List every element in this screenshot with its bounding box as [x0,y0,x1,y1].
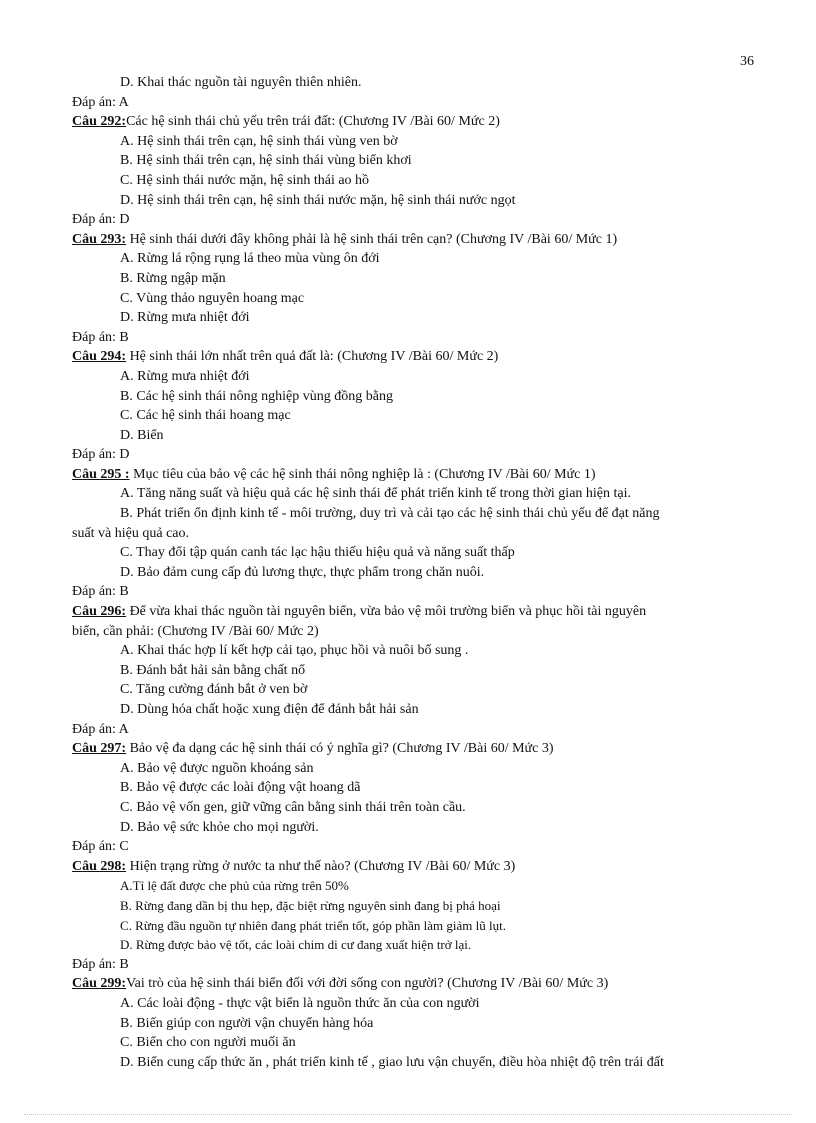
question-heading [72,230,762,250]
question-block [72,739,762,857]
option-item: D. Biển cung cấp thức ăn , phát triển kinh tế , giao lưu vận chuyển, điều hòa nhiệt độ trên trái đất [120,1054,664,1070]
option-item: A.Tỉ lệ đất được che phủ của rừng trên 50% [120,878,349,894]
option-item: B. Rừng ngập mặn [120,270,226,286]
option-item: D. Rừng mưa nhiệt đới [120,310,250,326]
option-item: B. Phát triển ổn định kinh tế - môi trường, duy trì và cải tạo các hệ sinh thái chủ yếu để đạt năng [120,506,660,522]
option-item: A. Tăng năng suất và hiệu quả các hệ sinh thái để phát triển kinh tế trong thời gian hiện tại. [120,486,632,502]
question-text: Hệ sinh thái lớn nhất trên quả đất là: (Chương IV /Bài 60/ Mức 2) [126,349,499,365]
question-block [72,347,762,465]
question-heading [72,112,762,132]
option-item: C. Biển cho con người muối ăn [120,1035,296,1051]
option-item: B. Đánh bắt hải sản bằng chất nổ [120,662,306,678]
option-item: D. Hệ sinh thái trên cạn, hệ sinh thái nước mặn, hệ sinh thái nước ngọt [120,192,516,208]
option-item: C. Thay đổi tập quán canh tác lạc hậu thiếu hiệu quả và năng suất thấp [120,545,515,561]
option-item: C. Rừng đầu nguồn tự nhiên đang phát triển tốt, góp phần làm giảm lũ lụt. [120,917,506,933]
question-label: Câu 297: [72,741,127,757]
question-block [72,602,762,739]
answer-line: Đáp án: D [72,212,130,228]
question-text: Hiện trạng rừng ở nước ta như thế nào? (Chương IV /Bài 60/ Mức 3) [126,858,516,874]
question-heading [72,347,762,367]
option-item: C. Các hệ sinh thái hoang mạc [120,408,291,424]
question-text: Hệ sinh thái dưới đây không phải là hệ sinh thái trên cạn? (Chương IV /Bài 60/ Mức 1) [126,231,618,247]
answer-line: Đáp án: A [72,721,129,737]
question-label: Câu 296: [72,604,127,620]
answer-line: Đáp án: D [72,447,130,463]
option-item: D. Bảo vệ sức khỏe cho mọi người. [120,819,319,835]
question-heading [72,602,762,622]
question-text: Mục tiêu của bảo vệ các hệ sinh thái nông nghiệp là : (Chương IV /Bài 60/ Mức 1) [129,466,596,482]
question-block [72,112,762,230]
document-body [72,73,762,1072]
question-heading [72,974,762,994]
question-text: Bảo vệ đa dạng các hệ sinh thái có ý nghĩa gì? (Chương IV /Bài 60/ Mức 3) [126,741,554,757]
option-item: B. Các hệ sinh thái nông nghiệp vùng đồng bằng [120,388,393,404]
option-item: A. Hệ sinh thái trên cạn, hệ sinh thái vùng ven bờ [120,133,398,149]
question-text-continuation: biển, cần phải: (Chương IV /Bài 60/ Mức 2) [72,623,319,639]
question-label: Câu 299: [72,976,127,992]
question-block [72,465,762,602]
option-item: C. Tăng cường đánh bắt ở ven bờ [120,682,308,698]
question-block [72,974,762,1072]
question-block [72,230,762,348]
option-item: D. Bảo đảm cung cấp đủ lương thực, thực phẩm trong chăn nuôi. [120,564,485,580]
option-item: B. Bảo vệ được các loài động vật hoang dã [120,780,361,796]
question-text: Vai trò của hệ sinh thái biển đối với đời sống con người? (Chương IV /Bài 60/ Mức 3) [126,976,609,992]
option-item: B. Biển giúp con người vận chuyển hàng hóa [120,1015,374,1031]
question-heading [72,465,762,485]
question-label: Câu 294: [72,349,127,365]
lead-option: D. Khai thác nguồn tài nguyên thiên nhiên. [120,75,362,90]
option-item: A. Bảo vệ được nguồn khoáng sản [120,760,314,776]
question-heading [72,857,762,877]
question-heading [72,739,762,759]
question-label: Câu 292: [72,114,127,130]
option-item: A. Các loài động - thực vật biển là nguồn thức ăn của con người [120,995,480,1011]
answer-line: Đáp án: B [72,956,129,972]
page-bottom-divider [24,1114,792,1115]
option-item: C. Hệ sinh thái nước mặn, hệ sinh thái ao hồ [120,172,370,188]
question-text: Các hệ sinh thái chủ yếu trên trái đất: (Chương IV /Bài 60/ Mức 2) [126,114,500,130]
option-continuation: suất và hiệu quả cao. [72,525,190,541]
answer-line: Đáp án: C [72,839,129,855]
option-item: C. Bảo vệ vốn gen, giữ vững cân bằng sinh thái trên toàn cầu. [120,799,466,815]
answer-line: Đáp án: B [72,584,129,600]
option-item: C. Vùng thảo nguyên hoang mạc [120,290,305,306]
page-number: 36 [740,54,754,69]
question-label: Câu 295 : [72,466,130,482]
option-item: A. Khai thác hợp lí kết hợp cải tạo, phục hồi và nuôi bổ sung . [120,643,469,659]
question-text: Để vừa khai thác nguồn tài nguyên biển, vừa bảo vệ môi trường biển và phục hồi tài nguyên [126,604,647,620]
option-item: D. Dùng hóa chất hoặc xung điện để đánh bắt hải sản [120,702,419,717]
option-item: D. Biển [120,427,164,443]
answer-line: Đáp án: B [72,329,129,345]
answer-line: Đáp án: A [72,94,129,110]
option-item: A. Rừng lá rộng rụng lá theo mùa vùng ôn đới [120,251,380,267]
option-item: D. Rừng được bảo vệ tốt, các loài chim di cư đang xuất hiện trở lại. [120,937,472,953]
question-label: Câu 293: [72,231,127,247]
option-item: B. Hệ sinh thái trên cạn, hệ sinh thái vùng biển khơi [120,153,412,169]
option-item: B. Rừng đang dần bị thu hẹp, đặc biệt rừng nguyên sinh đang bị phá hoại [120,897,501,913]
question-block [72,857,762,975]
option-item: A. Rừng mưa nhiệt đới [120,368,250,384]
question-label: Câu 298: [72,858,127,874]
